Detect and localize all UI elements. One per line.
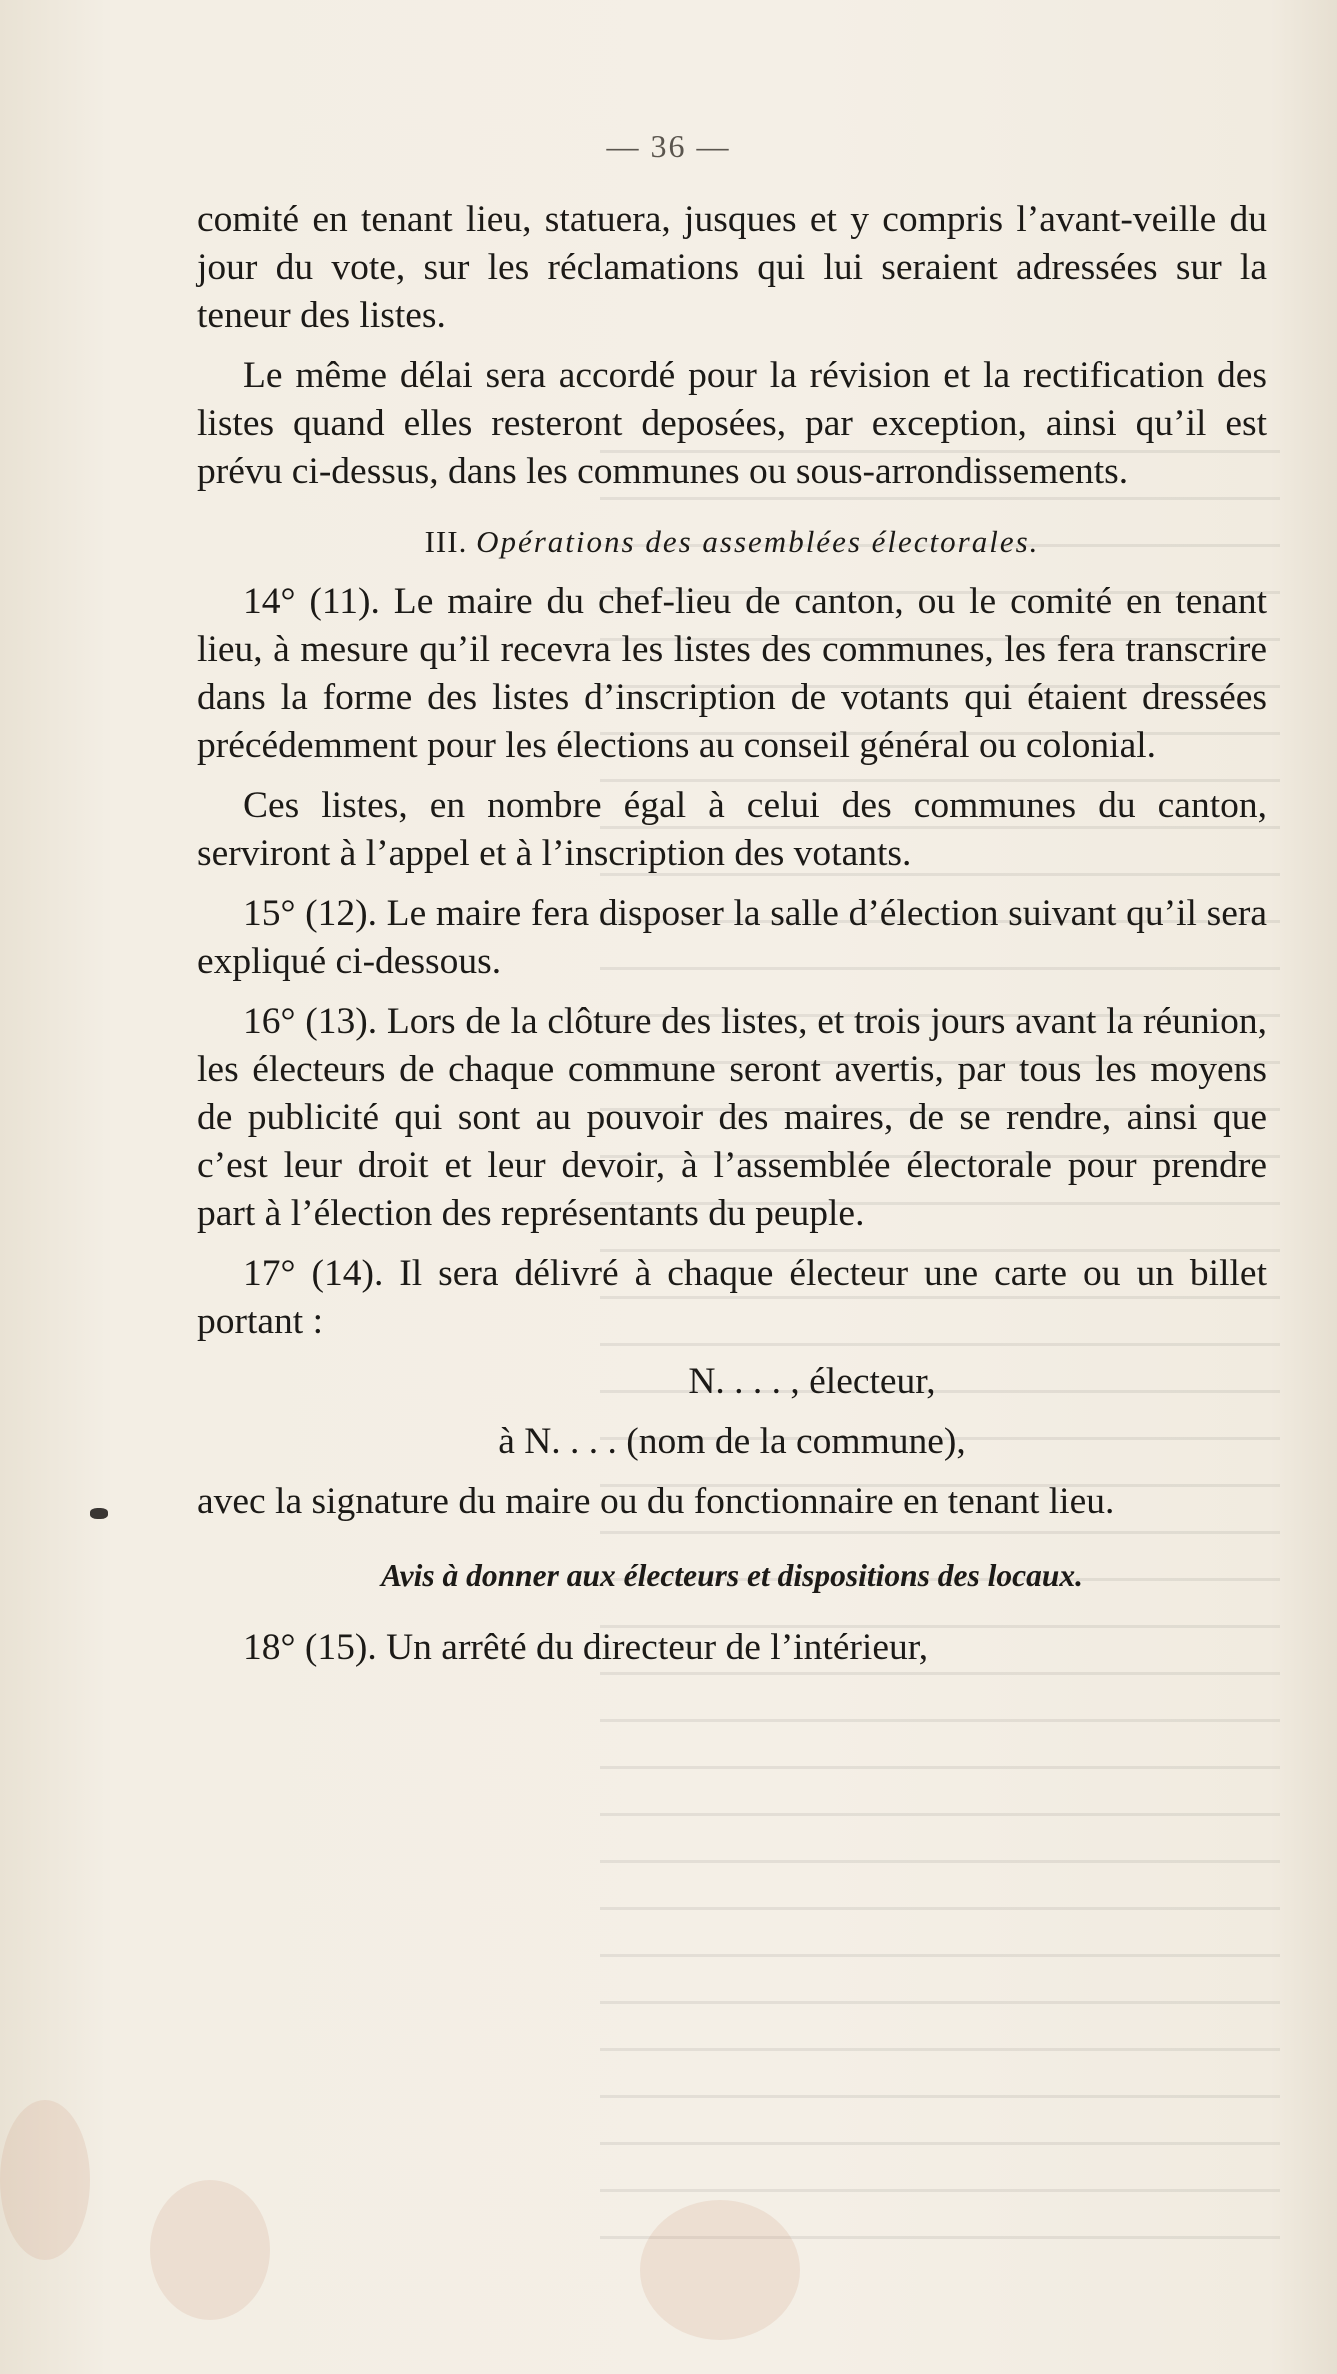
page-number: — 36 — [606, 128, 731, 164]
paper-stain [640, 2200, 800, 2340]
paragraph-continuation: comité en tenant lieu, statuera, jusques et y compris l’avant-veille du jour du vote, sur les réclamations qui lui seraient adressées sur la teneur des listes. [197, 199, 1267, 336]
paragraph-signature: avec la signature du maire ou du fonctionnaire en tenant lieu. [197, 1481, 1115, 1522]
article-14: 14° (11). Le maire du chef-lieu de canton, ou le comité en tenant lieu, à mesure qu’il recevra les listes des communes, les fera transcrire dans la forme des listes d’inscription de votants qui étaient dressées précédemment pour les élections au conseil général ou colonial. [197, 581, 1267, 766]
card-line-commune: à N. . . . (nom de la commune), [498, 1421, 966, 1462]
card-line-elector: N. . . . , électeur, [688, 1361, 936, 1402]
subheading-avis: Avis à donner aux électeurs et dispositions des locaux. [380, 1558, 1084, 1593]
article-17: 17° (14). Il sera délivré à chaque électeur une carte ou un billet portant : [197, 1253, 1267, 1342]
section-heading [197, 518, 1267, 566]
paper-stain [0, 2100, 90, 2260]
paper-stain [150, 2180, 270, 2320]
paragraph-listes: Ces listes, en nombre égal à celui des communes du canton, serviront à l’appel et à l’inscription des votants. [197, 785, 1267, 874]
section-number: III. [424, 524, 468, 559]
paragraph-revision: Le même délai sera accordé pour la révision et la rectification des listes quand elles resteront deposées, par exception, ainsi qu’il est prévu ci-dessus, dans les communes ou sous-arrondissements. [197, 355, 1267, 492]
article-16: 16° (13). Lors de la clôture des listes, et trois jours avant la réunion, les électeurs de chaque commune seront avertis, par tous les moyens de publicité qui sont au pouvoir des maires, de se rendre, ainsi que c’est leur droit et leur devoir, à l’assemblée électorale pour prendre part à l’élection des représentants du peuple. [197, 1001, 1267, 1234]
page-text [197, 196, 1267, 1672]
ink-speck [90, 1508, 108, 1519]
article-18: 18° (15). Un arrêté du directeur de l’intérieur, [243, 1627, 929, 1668]
section-title: Opérations des assemblées électorales. [476, 524, 1040, 559]
article-15: 15° (12). Le maire fera disposer la salle d’élection suivant qu’il sera expliqué ci-dessous. [197, 893, 1267, 982]
